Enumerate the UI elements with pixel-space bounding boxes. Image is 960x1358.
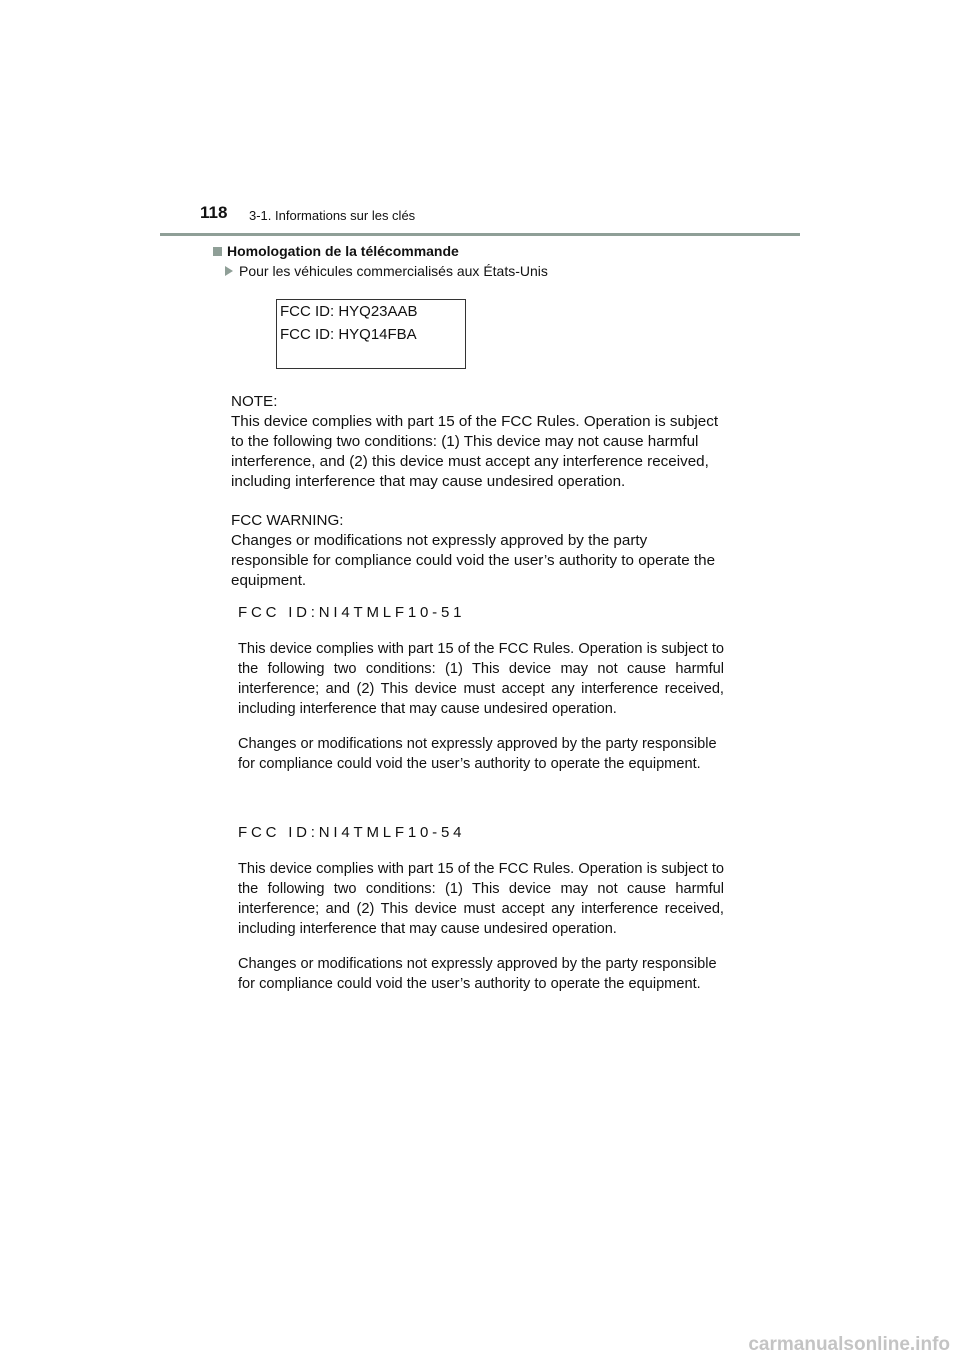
- section-heading: [213, 243, 459, 259]
- compliance-text: This device complies with part 15 of the FCC Rules. Operation is subject to the following two conditions: (1) This device may not cause harmful interference; and (2) This device must accept any interference received, including interference that may cause undesired operation.: [238, 861, 724, 937]
- fcc-id-heading: FCC ID:NI4TMLF10-54: [238, 824, 466, 841]
- note-line: This device complies with part 15 of the FCC Rules. Operation is subject: [231, 413, 719, 430]
- note-title: NOTE:: [231, 393, 278, 410]
- warning-line: responsible for compliance could void the user’s authority to operate the: [231, 552, 716, 569]
- header-rule: [160, 233, 800, 236]
- changes-text: Changes or modifications not expressly approved by the party responsible for compliance could void the user’s authority to operate the equipment.: [238, 956, 717, 992]
- square-bullet-icon: [213, 247, 222, 256]
- note-line: to the following two conditions: (1) This device may not cause harmful: [231, 433, 699, 450]
- compliance-text: This device complies with part 15 of the FCC Rules. Operation is subject to the following two conditions: (1) This device may not cause harmful interference; and (2) This device must accept any interference received, including interference that may cause undesired operation.: [238, 641, 724, 717]
- note-line: interference, and (2) this device must accept any interference received,: [231, 453, 709, 470]
- note-block: [231, 392, 718, 492]
- fcc-id-line: FCC ID: HYQ14FBA: [280, 326, 417, 343]
- subheading-text: Pour les véhicules commercialisés aux États-Unis: [239, 263, 548, 279]
- subheading: [225, 263, 548, 279]
- page-number: 118: [200, 203, 228, 222]
- watermark: carmanualsonline.info: [748, 1334, 950, 1355]
- note-line: including interference that may cause undesired operation.: [231, 473, 626, 490]
- section-title: 3-1. Informations sur les clés: [249, 208, 416, 223]
- triangle-bullet-icon: [225, 266, 233, 276]
- fcc-id-heading: FCC ID:NI4TMLF10-51: [238, 604, 466, 621]
- warning-line: Changes or modifications not expressly approved by the party: [231, 532, 648, 549]
- fcc-id-box: [276, 299, 466, 369]
- warning-line: equipment.: [231, 572, 307, 589]
- changes-text: Changes or modifications not expressly approved by the party responsible for compliance could void the user’s authority to operate the equipment.: [238, 736, 717, 772]
- section-heading-text: Homologation de la télécommande: [227, 243, 459, 259]
- warning-title: FCC WARNING:: [231, 512, 344, 529]
- warning-block: [231, 511, 715, 591]
- fcc-id-line: FCC ID: HYQ23AAB: [280, 303, 418, 320]
